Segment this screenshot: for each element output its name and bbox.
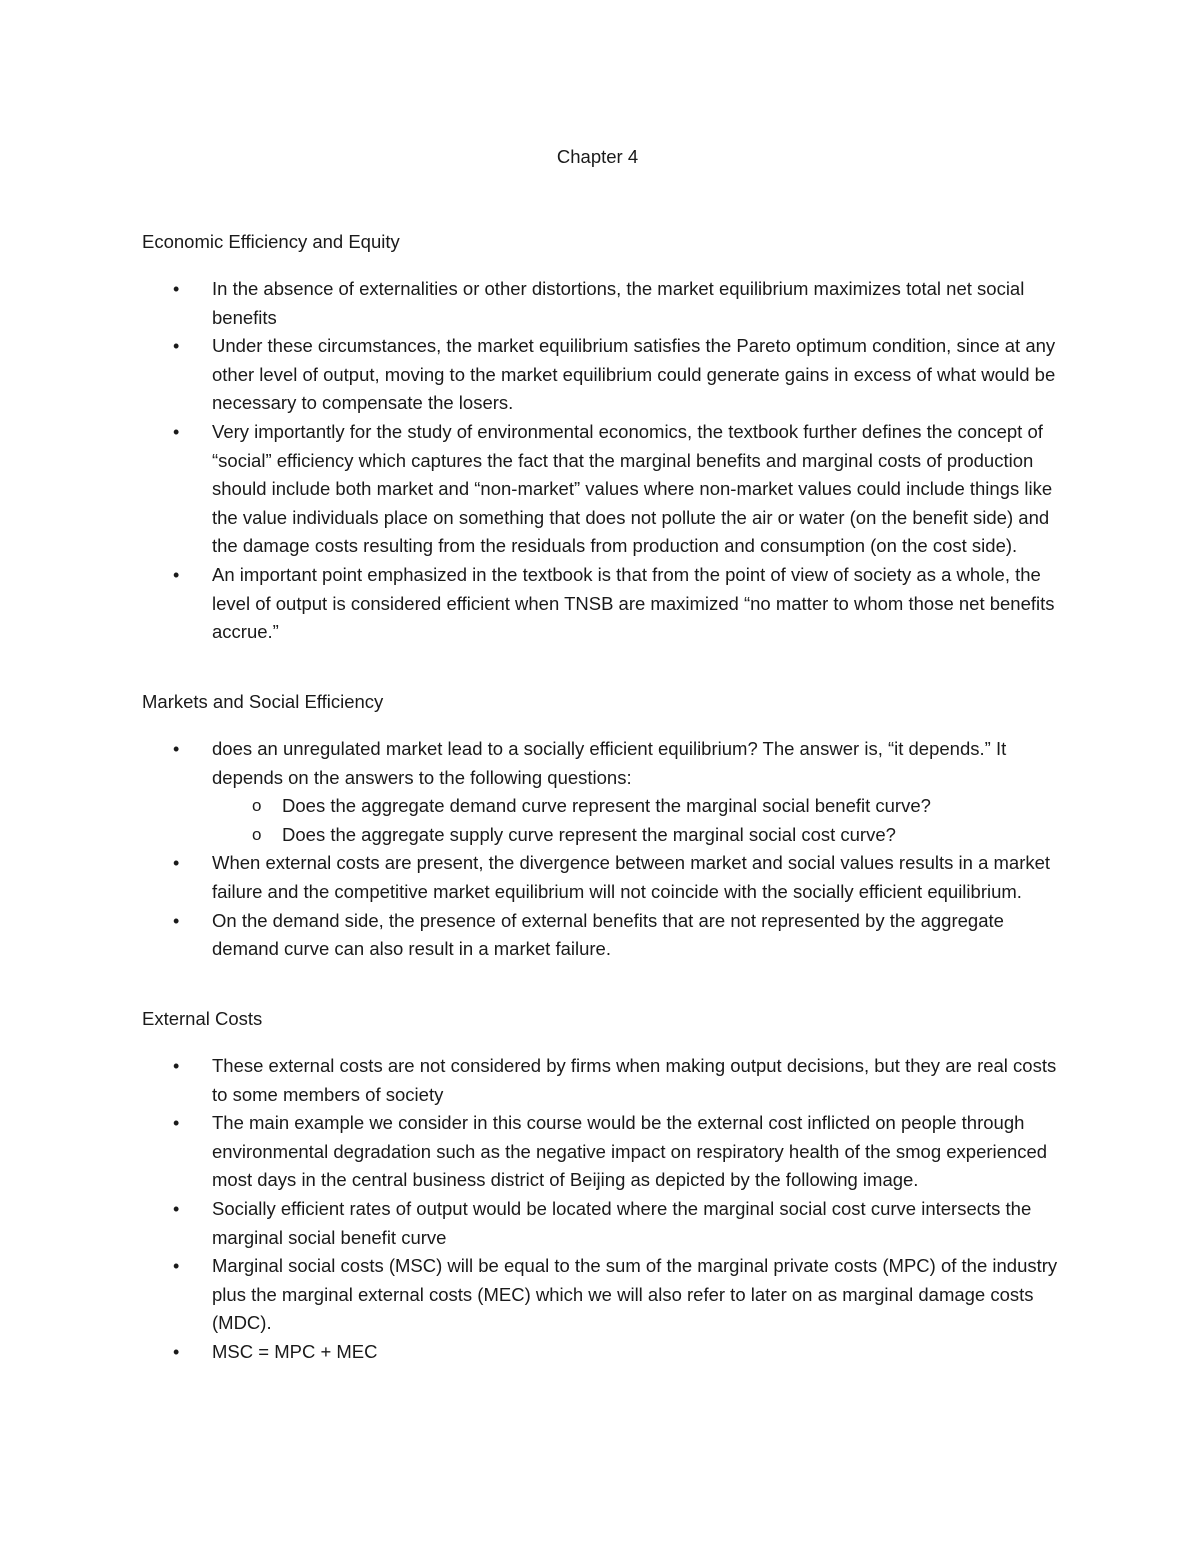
list-item-text: MSC = MPC + MEC bbox=[212, 1340, 378, 1362]
bullet-icon: • bbox=[173, 279, 180, 299]
list-item bbox=[142, 275, 1072, 332]
sub-list-item-text: Does the aggregate supply curve represent the marginal social cost curve? bbox=[282, 823, 896, 845]
section-heading: Markets and Social Efficiency bbox=[142, 691, 384, 712]
sub-list-item bbox=[212, 821, 1072, 850]
bullet-icon: • bbox=[173, 1198, 180, 1219]
list-item-text: On the demand side, the presence of external benefits that are not represented by the aggregate demand curve can also result in a market failure. bbox=[212, 909, 1004, 960]
bullet-icon: • bbox=[173, 336, 180, 357]
section-heading: External Costs bbox=[142, 1008, 263, 1029]
list-item bbox=[142, 561, 1072, 647]
list-item-text: In the absence of externalities or other distortions, the market equilibrium maximizes total net social benefits bbox=[212, 278, 1025, 328]
list-item-text: These external costs are not considered by firms when making output decisions, but they are real costs to some members of society bbox=[212, 1055, 1057, 1105]
list-item bbox=[142, 418, 1072, 561]
bullet-icon: • bbox=[173, 1256, 180, 1277]
sub-list-item bbox=[212, 792, 1072, 821]
section-heading: Economic Efficiency and Equity bbox=[142, 231, 400, 252]
bullet-list bbox=[142, 849, 1072, 963]
sub-bullet-list bbox=[212, 792, 1072, 849]
bullet-icon: • bbox=[173, 1341, 180, 1362]
sub-list-item-text: Does the aggregate demand curve represent the marginal social benefit curve? bbox=[282, 795, 931, 817]
list-item bbox=[142, 1195, 1072, 1252]
bullet-icon: • bbox=[173, 1056, 180, 1076]
list-item bbox=[142, 1252, 1072, 1338]
bullet-icon: • bbox=[173, 853, 180, 874]
bullet-icon: • bbox=[173, 1113, 180, 1134]
list-item bbox=[142, 849, 1072, 906]
list-item bbox=[142, 907, 1072, 964]
list-item-text: Under these circumstances, the market equilibrium satisfies the Pareto optimum condition, since at any other level of output, moving to the market equilibrium could generate gains in excess of what would be necessary to compensate the losers. bbox=[212, 335, 1056, 414]
list-item-text: An important point emphasized in the textbook is that from the point of view of society as a whole, the level of output is considered efficient when TNSB are maximized “no matter to whom those net benefits accrue.” bbox=[212, 563, 1055, 643]
list-item-text: Marginal social costs (MSC) will be equal to the sum of the marginal private costs (MPC) of the industry plus the marginal external costs (MEC) which we will also refer to later on as marginal damage costs (MDC). bbox=[212, 1255, 1058, 1334]
bullet-icon: • bbox=[173, 739, 180, 759]
bullet-list bbox=[142, 735, 1072, 792]
list-item bbox=[142, 1052, 1072, 1109]
section-external-costs bbox=[142, 1006, 1072, 1367]
section-economic-efficiency bbox=[142, 229, 1072, 647]
circle-bullet-icon: o bbox=[252, 796, 262, 816]
list-item-text: When external costs are present, the divergence between market and social values results in a market failure and the competitive market equilibrium will not coincide with the socially efficient equilibrium. bbox=[212, 852, 1051, 902]
list-item-text: does an unregulated market lead to a socially efficient equilibrium? The answer is, “it depends.” It depends on the answers to the following questions: bbox=[212, 738, 1007, 788]
list-item bbox=[142, 1338, 1072, 1367]
page-title: Chapter 4 bbox=[556, 146, 639, 167]
list-item bbox=[142, 1109, 1072, 1195]
list-item-text: Socially efficient rates of output would be located where the marginal social cost curve intersects the marginal social benefit curve bbox=[212, 1197, 1032, 1248]
section-markets-social-efficiency bbox=[142, 689, 1072, 964]
list-item-text: The main example we consider in this course would be the external cost inflicted on people through environmental degradation such as the negative impact on respiratory health of the smog experienced most days in the central business district of Beijing as depicted by the following image. bbox=[212, 1112, 1048, 1191]
list-item-text: Very importantly for the study of environmental economics, the textbook further defines the concept of “social” efficiency which captures the fact that the marginal benefits and marginal costs of production should include both market and “non-market” values where non-market values could include things like the value individuals place on something that does not pollute the air or water (on the benefit side) and the damage costs resulting from the residuals from production and consumption (on the cost side). bbox=[212, 420, 1053, 557]
bullet-icon: • bbox=[173, 564, 180, 585]
bullet-icon: • bbox=[173, 421, 180, 442]
circle-bullet-icon: o bbox=[252, 824, 262, 844]
list-item bbox=[142, 735, 1072, 792]
bullet-icon: • bbox=[173, 910, 180, 931]
bullet-list bbox=[142, 275, 1072, 647]
list-item bbox=[142, 332, 1072, 418]
bullet-list bbox=[142, 1052, 1072, 1367]
